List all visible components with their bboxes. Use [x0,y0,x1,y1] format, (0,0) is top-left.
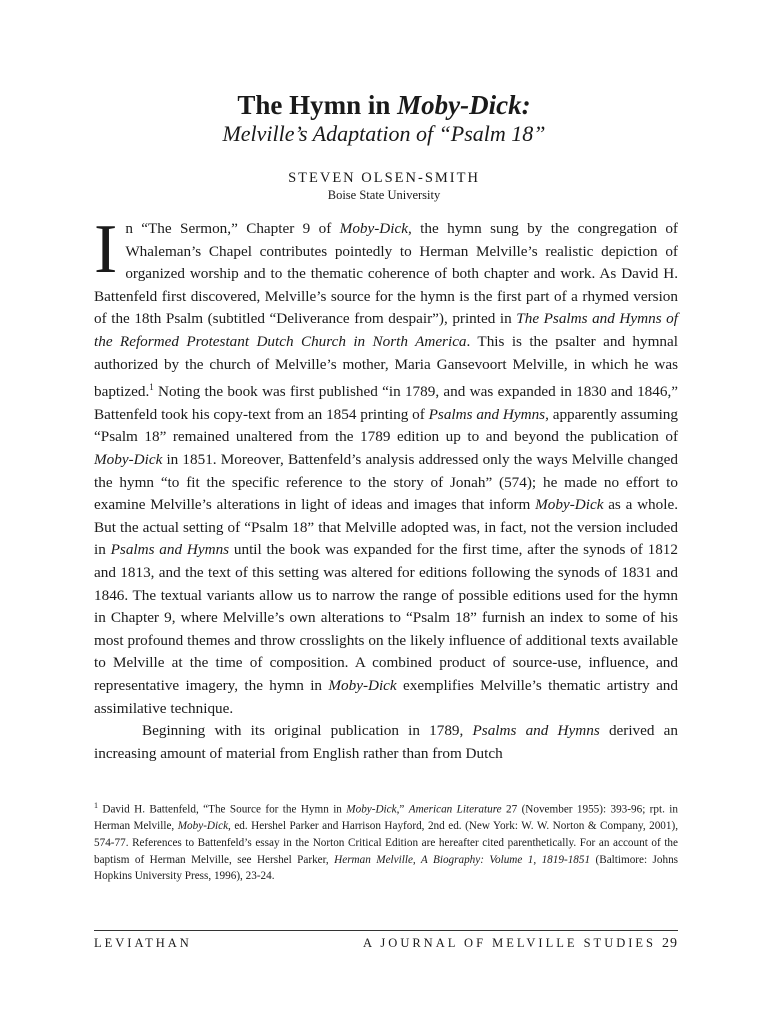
italic-text: Moby-Dick [328,676,397,694]
author-affiliation: Boise State University [327,188,441,202]
title-prefix: The Hymn in [237,90,398,120]
italic-text: Psalms and Hymns [110,541,230,559]
text-run: ,” [396,803,409,816]
text-run: Beginning with its original publication in 1789, [142,722,473,740]
paragraph-1 [94,211,678,720]
paragraph-2 [94,720,678,765]
author-name: STEVEN OLSEN-SMITH [288,170,480,186]
italic-text: Moby-Dick [346,803,397,816]
footer-rule [94,930,678,931]
text-run: n “The Sermon,” Chapter 9 of [125,220,340,237]
title-italic: Moby-Dick: [397,90,531,120]
text-run: (Baltimore: Johns Hopkins University Press, 1996), 23-24. [94,853,679,883]
text-run: , apparently assuming “Psalm 18” remained unaltered from the 1789 edition up to and beyond the publication of [94,405,678,446]
italic-text: American Literature [408,803,502,816]
italic-text: The Psalms and Hymns of the Reformed Protestant Dutch Church in North America [94,310,678,350]
italic-text: Psalms and Hymns [428,405,546,423]
page-number: 29 [662,936,678,951]
text-run: as a whole. But the actual setting of “Psalm 18” that Melville adopted was, in fact, not the version included in [94,496,678,559]
article-title [0,88,768,122]
footnote [94,798,678,885]
footnote-marker: 1 [94,801,98,810]
drop-cap: I [94,211,118,288]
paragraph-1-text [94,211,678,717]
text-run: , the hymn sung by the congregation of Whaleman’s Chapel contributes pointedly to Herman Melville’s realistic depiction of organized worship and to the thematic coherence of both chapter and work. As David H. Battenfeld first discovered, Melville’s source for the hymn is the first part of a rhymed version of the 18th Psalm (subtitled “Deliverance from despair”), printed in [94,220,678,328]
footnote-marker: 1 [149,382,154,393]
text-run: , ed. Hershel Parker and Harrison Hayford, 2nd ed. (New York: W. W. Norton & Company, 2001), 574-77. References to Battenfeld’s essay in the Norton Critical Edition are hereafter cited parenthetically. For an account of the baptism of Herman Melville, see Hershel Parker, [94,820,679,866]
footer-right [363,936,678,952]
footnote-text [94,798,678,885]
italic-text: Moby-Dick [94,451,163,468]
text-run: in 1851. Moreover, Battenfeld’s analysis addressed only the ways Melville changed the hymn “to fit the specific reference to the story of Jonah” (574); he made no effort to examine Melville’s alterations in light of ideas and images that inform [94,451,678,514]
text-run: derived an increasing amount of material from English rather than from Dutch [94,722,679,762]
italic-text: Herman Melville, A Biography: Volume 1, 1819-1851 [334,853,591,866]
italic-text: Moby-Dick [535,496,604,514]
text-run: exemplifies Melville’s thematic artistry and assimilative technique. [94,676,678,717]
text-run: . This is the psalter and hymnal authorized by the church of Melville’s mother, Maria Gansevoort Melville, in which he was baptized. [94,332,678,401]
italic-text: Psalms and Hymns [472,722,600,740]
italic-text: Moby-Dick [339,220,408,237]
article-subtitle: Melville’s Adaptation of “Psalm 18” [222,121,546,146]
text-run: 27 (November 1955): 393-96; rpt. in Herman Melville, [94,803,678,833]
text-run: Noting the book was first published “in 1789, and was expanded in 1830 and 1846,” Battenfeld took his copy-text from an 1854 printing of [94,383,678,423]
journal-name: LEVIATHAN [94,936,192,950]
journal-subtitle: A JOURNAL OF MELVILLE STUDIES [362,936,656,950]
article-body [94,211,679,765]
text-run: David H. Battenfeld, “The Source for the Hymn in [98,803,347,816]
italic-text: Moby-Dick [177,820,229,833]
text-run: until the book was expanded for the first time, after the synods of 1812 and 1813, and the text of this setting was altered for editions following the synods of 1831 and 1846. The textual variants allow us to narrow the range of possible editions used for the hymn in Chapter 9, where Melville’s own alterations to “Psalm 18” furnish an index to some of his most profound themes and throw crosslights on the likely influence of additional texts available to Melville at the time of composition. A combined product of source-use, influence, and representative imagery, the hymn in [94,541,678,694]
